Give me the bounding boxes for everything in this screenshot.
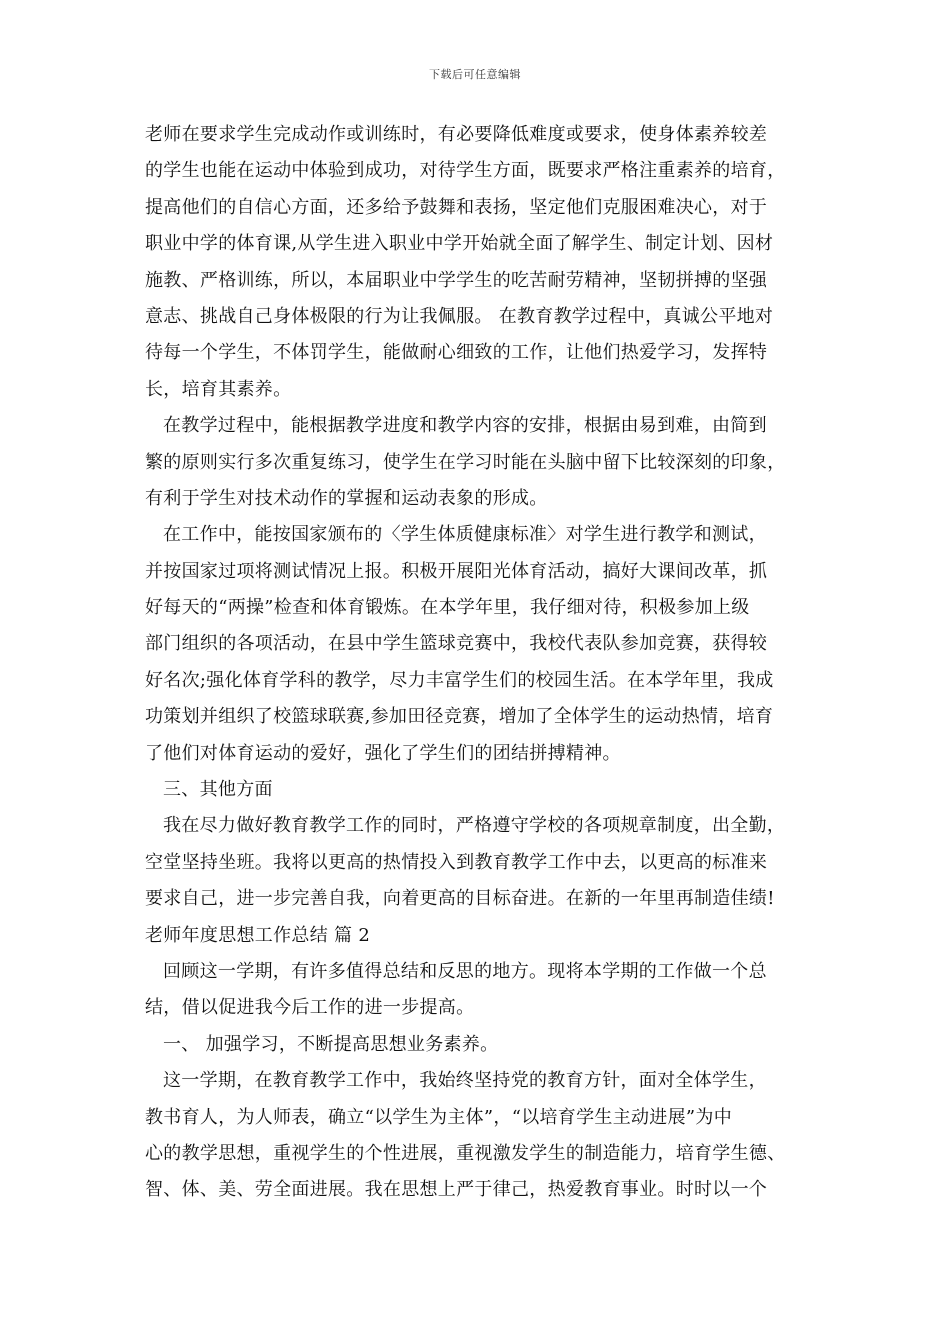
text-line: 三、其他方面: [163, 779, 273, 801]
text-line: 的学生也能在运动中体验到成功，对待学生方面，既要求严格注重素养的培育，: [145, 160, 786, 182]
text-line: 长，培育其素养。: [145, 378, 292, 400]
text-line: 要求自己，进一步完善自我，向着更高的目标奋进。在新的一年里再制造佳绩!: [145, 888, 775, 910]
text-line: 有利于学生对技术动作的掌握和运动表象的形成。: [145, 487, 548, 509]
text-line: 这一学期，在教育教学工作中，我始终坚持党的教育方针，面对全体学生，: [163, 1070, 767, 1092]
text-line: 好每天的“两操”检查和体育锻炼。在本学年里，我仔细对待，积极参加上级: [145, 597, 750, 619]
text-line: 功策划并组织了校篮球联赛,参加田径竞赛，增加了全体学生的运动热情，培育: [145, 706, 774, 728]
text-line: 空堂坚持坐班。我将以更高的热情投入到教育教学工作中去，以更高的标准来: [145, 851, 768, 873]
page-header: 下载后可任意编辑: [429, 68, 521, 81]
text-line: 繁的原则实行多次重复练习，使学生在学习时能在头脑中留下比较深刻的印象，: [145, 451, 786, 473]
text-line: 待每一个学生，不体罚学生，能做耐心细致的工作，让他们热爱学习，发挥特: [145, 342, 768, 364]
text-line: 施教、严格训练，所以，本届职业中学学生的吃苦耐劳精神，坚韧拼搏的坚强: [145, 269, 768, 291]
text-line: 结，借以促进我今后工作的进一步提高。: [145, 997, 475, 1019]
text-line: 智、体、美、劳全面进展。我在思想上严于律己，热爱教育事业。时时以一个: [145, 1179, 768, 1201]
text-line: 我在尽力做好教育教学工作的同时，严格遵守学校的各项规章制度，出全勤，: [163, 815, 786, 837]
text-line: 心的教学思想，重视学生的个性进展，重视激发学生的制造能力，培育学生德、: [145, 1142, 786, 1164]
text-line: 在工作中，能按国家颁布的〈学生体质健康标准〉对学生进行教学和测试，: [163, 524, 767, 546]
text-line: 一、 加强学习，不断提高思想业务素养。: [163, 1033, 499, 1055]
text-line: 意志、挑战自己身体极限的行为让我佩服。 在教育教学过程中，真诚公平地对: [145, 305, 774, 327]
text-line: 职业中学的体育课,从学生进入职业中学开始就全面了解学生、制定计划、因材: [145, 233, 774, 255]
text-line: 并按国家过项将测试情况上报。积极开展阳光体育活动，搞好大课间改革，抓: [145, 560, 768, 582]
text-line: 了他们对体育运动的爱好，强化了学生们的团结拼搏精神。: [145, 742, 621, 764]
document-body: [145, 117, 835, 1209]
text-line: 教书育人，为人师表，确立“以学生为主体”，“以培育学生主动进展”为中: [145, 1106, 733, 1128]
text-line: 回顾这一学期，有许多值得总结和反思的地方。现将本学期的工作做一个总: [163, 960, 767, 982]
text-line: 部门组织的各项活动，在县中学生篮球竞赛中，我校代表队参加竞赛，获得较: [145, 633, 768, 655]
text-line: 在教学过程中，能根据教学进度和教学内容的安排，根据由易到难，由简到: [163, 415, 767, 437]
text-line: 好名次;强化体育学科的教学，尽力丰富学生们的校园生活。在本学年里，我成: [145, 669, 774, 691]
text-line: 老师在要求学生完成动作或训练时，有必要降低难度或要求，使身体素养较差: [145, 124, 768, 145]
text-line: 提高他们的自信心方面，还多给予鼓舞和表扬，坚定他们克服困难决心，对于: [145, 196, 768, 218]
text-line: 老师年度思想工作总结 篇 2: [145, 924, 371, 946]
